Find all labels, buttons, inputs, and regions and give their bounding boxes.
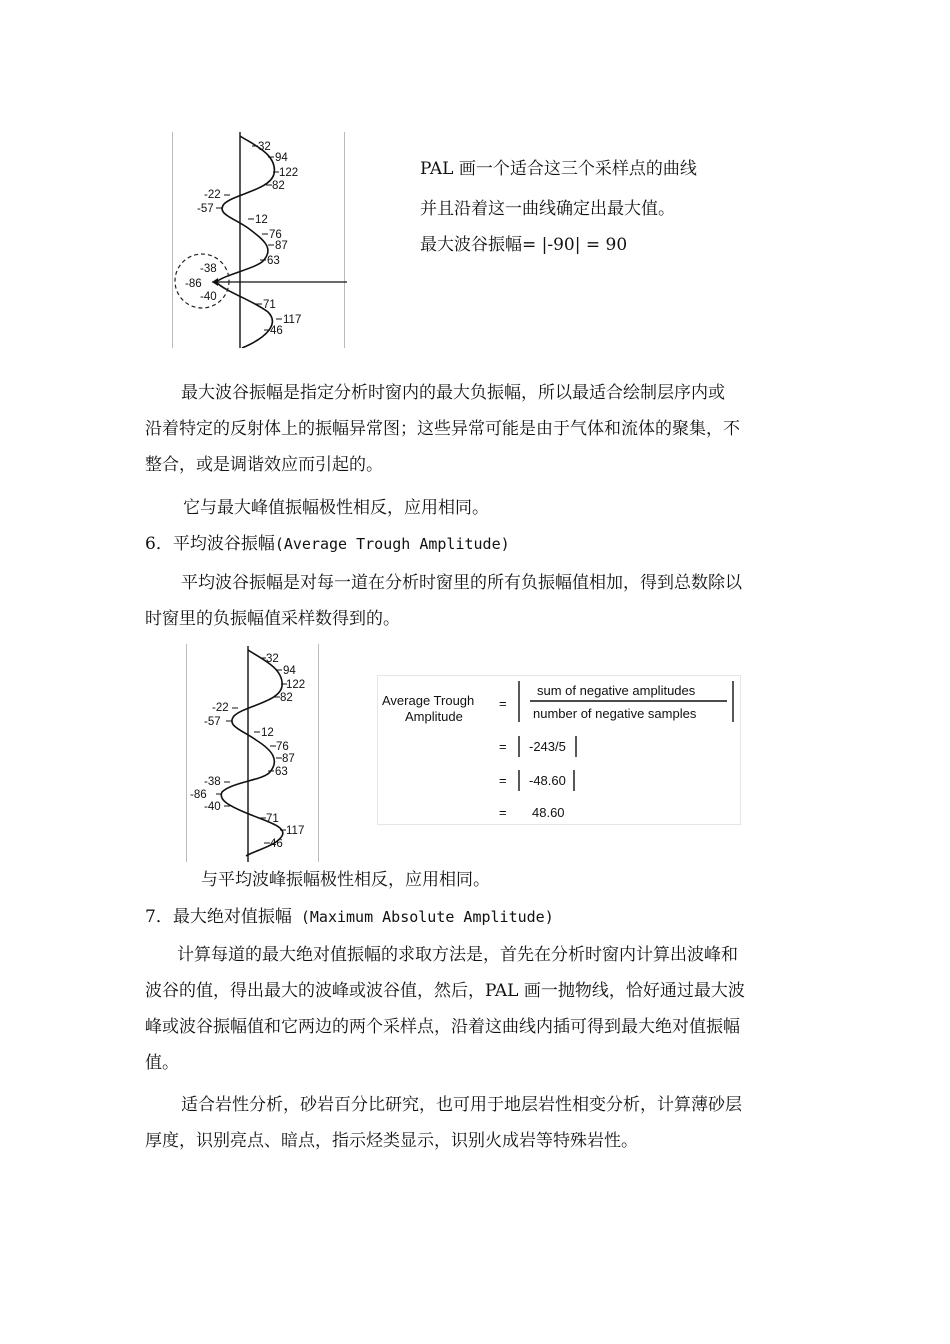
section-7-heading [145, 906, 554, 928]
paragraph-line: 最大波谷振幅是指定分析时窗内的最大负振幅，所以最适合绘制层序内或 [181, 383, 725, 403]
sample-label: 82 [272, 180, 285, 192]
average-trough-polarity-note: 与平均波峰振幅极性相反，应用相同。 [201, 870, 490, 890]
figure1-caption-line-1: PAL 画一个适合这三个采样点的曲线 [420, 159, 697, 179]
section-6-number: 6． [145, 534, 173, 554]
formula-equals: = [499, 805, 507, 820]
sample-label: 32 [258, 141, 271, 153]
section-7-title-cn: 最大绝对值振幅 [172, 907, 292, 927]
sample-label: 76 [276, 741, 289, 753]
formula-numerator: sum of negative amplitudes [537, 683, 696, 698]
sample-label: -57 [204, 716, 221, 728]
trough-sample-label: -40 [200, 291, 217, 303]
paragraph-line: 平均波谷振幅是对每一道在分析时窗里的所有负振幅值相加，得到总数除以 [181, 573, 742, 593]
sample-label: 71 [266, 813, 279, 825]
section-6-title-en: (Average Trough Amplitude) [274, 535, 510, 553]
formula-figure [377, 675, 741, 825]
paragraph-line: 厚度，识别亮点、暗点，指示烃类显示，识别火成岩等特殊岩性。 [145, 1131, 638, 1151]
formula-equals: = [499, 696, 507, 711]
sample-label: 87 [275, 240, 288, 252]
section-7-title-en: (Maximum Absolute Amplitude) [291, 908, 554, 926]
trough-sample-label: -86 [185, 278, 202, 290]
sample-label: -38 [204, 776, 221, 788]
trough-marker [212, 278, 218, 286]
paragraph-line: 值。 [145, 1053, 179, 1073]
paragraph-line: 峰或波谷振幅值和它两边的两个采样点，沿着这曲线内插可得到最大绝对值振幅 [145, 1017, 740, 1037]
max-trough-polarity-note: 它与最大峰值振幅极性相反，应用相同。 [183, 498, 489, 518]
sample-label: -22 [204, 189, 221, 201]
sample-label: -86 [190, 789, 207, 801]
formula-lhs-line-2: Amplitude [405, 709, 463, 724]
sample-label: 122 [286, 679, 306, 691]
formula-equals: = [499, 739, 507, 754]
sample-label: 94 [275, 152, 288, 164]
formula-step-1: -243/5 [529, 739, 566, 754]
section-6-title-cn: 平均波谷振幅 [172, 534, 275, 554]
section-7-number: 7． [145, 907, 173, 927]
sample-label: 12 [255, 214, 268, 226]
sample-label: 71 [263, 299, 276, 311]
sample-label: 82 [280, 692, 293, 704]
paragraph-line: 波谷的值，得出最大的波峰或波谷值，然后，PAL 画一抛物线，恰好通过最大波 [145, 981, 745, 1001]
sample-label: -57 [197, 203, 214, 215]
section-6-body [145, 565, 810, 637]
figure-trough-fit [172, 132, 347, 348]
wiggle-trace-figure-2 [186, 644, 320, 862]
formula-step-3: 48.60 [532, 805, 565, 820]
sample-label: 87 [282, 753, 295, 765]
figure1-caption-line-2: 并且沿着这一曲线确定出最大值。 [420, 199, 675, 219]
sample-label: 63 [275, 766, 288, 778]
sample-label: 117 [283, 314, 302, 326]
sample-label: 63 [267, 255, 280, 267]
wiggle-curve [216, 136, 274, 348]
sample-label: 94 [283, 665, 296, 677]
formula-denominator: number of negative samples [533, 706, 697, 721]
sample-label: 117 [286, 825, 305, 837]
sample-label: -22 [212, 702, 229, 714]
sample-label: 46 [270, 325, 283, 337]
paragraph-line: 计算每道的最大绝对值振幅的求取方法是，首先在分析时窗内计算出波峰和 [177, 945, 738, 965]
max-trough-paragraph [145, 375, 810, 483]
formula-equals: = [499, 773, 507, 788]
sample-label: 76 [269, 229, 282, 241]
wiggle-curve [221, 650, 283, 856]
figure1-caption-line-3: 最大波谷振幅= |-90| = 90 [420, 235, 628, 255]
trough-sample-label: -38 [200, 263, 217, 275]
sample-label: 122 [279, 167, 299, 179]
sample-label: 32 [266, 653, 279, 665]
section-7-application [145, 1087, 810, 1159]
figure-average-trough-trace [186, 644, 320, 862]
paragraph-line: 整合，或是调谐效应而引起的。 [145, 455, 383, 475]
sample-label: 12 [261, 727, 274, 739]
section-6-heading [145, 533, 510, 555]
paragraph-line: 时窗里的负振幅值采样数得到的。 [145, 609, 400, 629]
wiggle-trace-figure-1 [172, 132, 347, 348]
average-trough-formula [377, 675, 741, 825]
sample-label: 46 [270, 838, 283, 850]
section-7-body [145, 937, 810, 1081]
paragraph-line: 适合岩性分析，砂岩百分比研究，也可用于地层岩性相变分析，计算薄砂层 [181, 1095, 742, 1115]
sample-label: -40 [204, 801, 221, 813]
formula-step-2: -48.60 [529, 773, 566, 788]
formula-lhs-line-1: Average Trough [382, 693, 475, 708]
paragraph-line: 沿着特定的反射体上的振幅异常图；这些异常可能是由于气体和流体的聚集，不 [145, 419, 740, 439]
